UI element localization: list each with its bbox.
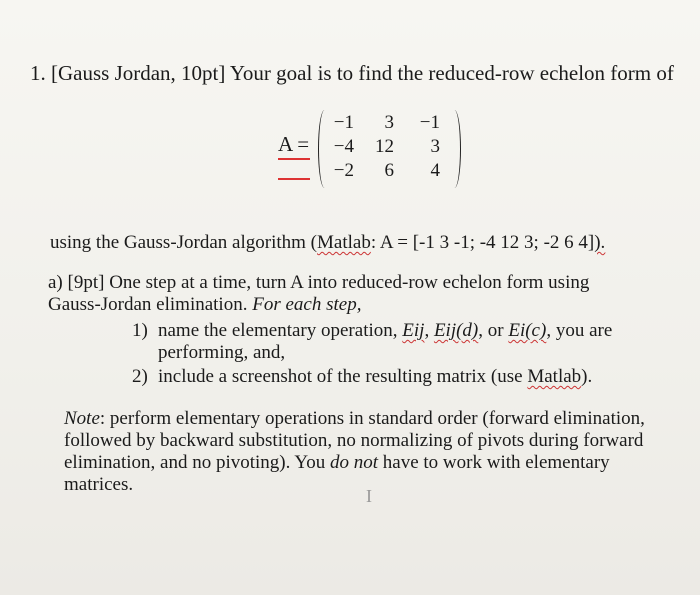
matrix-cell: −1 — [419, 112, 440, 133]
step-text: , you are — [546, 320, 613, 341]
usage-text: using the Gauss-Jordan algorithm ( — [50, 232, 318, 253]
part-a-line: a) [9pt] One step at a time, turn A into reduced-row echelon form using — [48, 272, 590, 293]
matrix-cell: −2 — [333, 160, 354, 181]
part-a — [48, 272, 648, 316]
note-text: have to work with elementary — [378, 452, 610, 473]
usage-text: : A = [-1 3 -1; -4 12 3; -2 6 4] — [370, 232, 595, 253]
matrix-cell: −4 — [333, 136, 354, 157]
note-text: elimination, and no pivoting). You — [64, 452, 330, 473]
part-a-text: Gauss-Jordan elimination. — [48, 294, 253, 315]
list-item — [132, 320, 652, 364]
step-list — [132, 320, 652, 390]
usage-line — [50, 232, 690, 254]
op-eij: Eij — [402, 320, 425, 341]
list-item — [132, 366, 652, 388]
matlab-word: Matlab — [527, 366, 582, 387]
step-text: , or — [478, 320, 509, 341]
part-a-italic: For each step, — [252, 294, 362, 315]
usage-text: ). — [594, 232, 606, 253]
part-a-line — [48, 294, 648, 316]
note-text: : perform elementary operations in standard order (forward elimination, — [99, 408, 645, 429]
note-italic: do not — [330, 452, 379, 473]
step-number: 1) — [132, 320, 148, 341]
note-line — [64, 452, 664, 474]
step-text: performing, and, — [158, 342, 286, 363]
matrix-cell: 12 — [375, 136, 394, 157]
note-line: followed by backward substitution, no normalizing of pivots during forward — [64, 430, 644, 451]
note-block — [64, 408, 664, 496]
op-eij-d: Eij(d) — [433, 320, 479, 341]
note-label: Note — [64, 408, 100, 429]
matrix-cell: 4 — [430, 160, 440, 181]
matrix-label: A = — [278, 132, 310, 156]
matrix-cell: 3 — [430, 136, 440, 157]
right-paren — [448, 110, 461, 188]
note-line: matrices. — [64, 474, 134, 495]
text-cursor-icon: I — [366, 486, 372, 506]
op-ei-c: Ei(c) — [508, 320, 547, 341]
step-text: ). — [581, 366, 593, 387]
spellcheck-underline — [278, 178, 310, 180]
note-line — [64, 408, 664, 430]
problem-heading: 1. [Gauss Jordan, 10pt] Your goal is to find the reduced-row echelon form of — [30, 61, 674, 85]
matrix-cell: −1 — [333, 112, 354, 133]
matrix-a — [270, 110, 470, 190]
step-text: include a screenshot of the resulting matrix (use — [158, 366, 528, 387]
matlab-word: Matlab — [317, 232, 371, 253]
matrix-cell: 3 — [384, 112, 394, 133]
matrix-cell: 6 — [384, 160, 394, 181]
step-text: , — [424, 320, 434, 341]
spellcheck-underline — [278, 158, 310, 160]
step-number: 2) — [132, 366, 148, 387]
step-text: name the elementary operation, — [158, 320, 403, 341]
